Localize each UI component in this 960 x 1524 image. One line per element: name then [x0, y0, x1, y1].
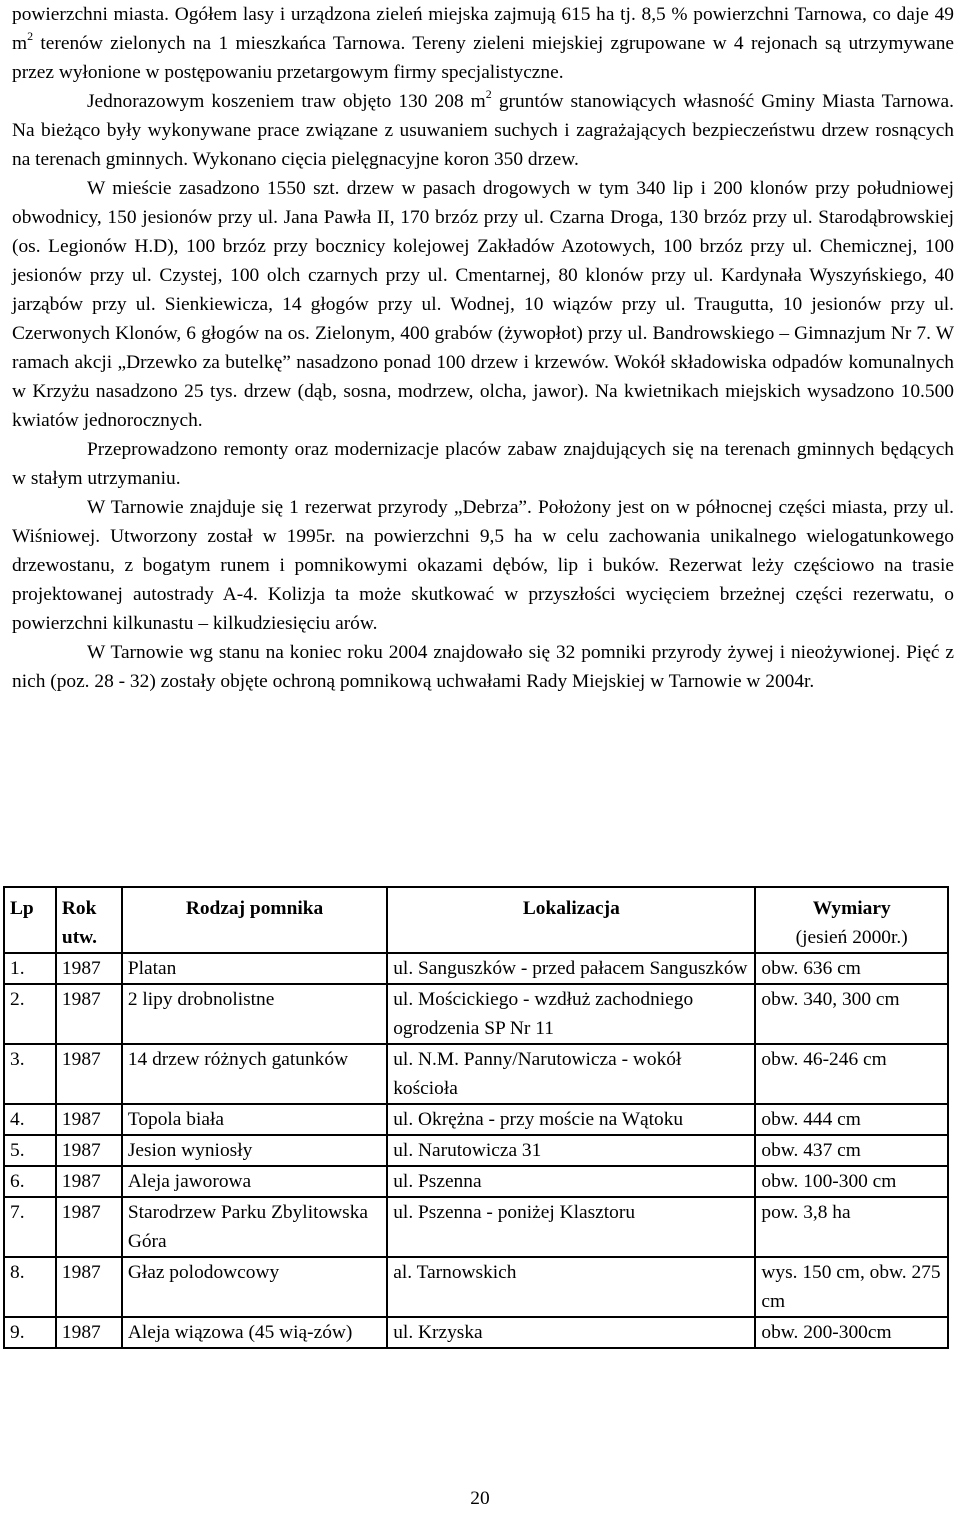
body-text	[12, 0, 954, 696]
cell-rok: 1987	[56, 1317, 122, 1348]
cell-rodzaj: Aleja wiązowa (45 wią-zów)	[122, 1317, 387, 1348]
paragraph-text: terenów zielonych na 1 mieszkańca Tarnowa.	[33, 33, 406, 54]
table-row	[4, 1197, 948, 1257]
header-rok: Rok utw.	[56, 887, 122, 953]
cell-lokalizacja: ul. Pszenna - poniżej Klasztoru	[387, 1197, 755, 1257]
table-row	[4, 984, 948, 1044]
header-wymiary-sub: (jesień 2000r.)	[795, 927, 908, 948]
cell-rodzaj: Jesion wyniosły	[122, 1135, 387, 1166]
paragraph-playgrounds: Przeprowadzono remonty oraz modernizacje placów zabaw znajdujących się na terenach gminnych będących w stałym utrzymaniu.	[12, 439, 954, 489]
cell-lp: 7.	[4, 1197, 56, 1257]
cell-rok: 1987	[56, 1135, 122, 1166]
cell-wymiary: pow. 3,8 ha	[755, 1197, 948, 1257]
table-row	[4, 1044, 948, 1104]
cell-wymiary: obw. 444 cm	[755, 1104, 948, 1135]
paragraph-mowing	[12, 87, 954, 174]
monuments-table	[3, 886, 949, 1349]
cell-lp: 1.	[4, 953, 56, 984]
paragraph-text: powierzchni miasta. Ogółem lasy i urządzona zieleń miejska zajmują 615 ha tj. 8,5 % powierzchni Tarnowa, co daje 49 m	[12, 4, 954, 54]
table-row	[4, 1166, 948, 1197]
cell-lp: 2.	[4, 984, 56, 1044]
cell-lp: 9.	[4, 1317, 56, 1348]
table-row	[4, 1104, 948, 1135]
cell-lokalizacja: ul. Pszenna	[387, 1166, 755, 1197]
cell-rodzaj: 14 drzew różnych gatunków	[122, 1044, 387, 1104]
cell-rok: 1987	[56, 1044, 122, 1104]
table-row	[4, 1135, 948, 1166]
paragraph-monuments: W Tarnowie wg stanu na koniec roku 2004 znajdowało się 32 pomniki przyrody żywej i nieożywionej. Pięć z nich (poz. 28 - 32) zostały objęte ochroną pomnikową uchwałami Rady Miejskiej w Tarnowie w 2004r.	[12, 642, 954, 692]
cell-lp: 4.	[4, 1104, 56, 1135]
cell-rodzaj: Głaz polodowcowy	[122, 1257, 387, 1317]
cell-rodzaj: Platan	[122, 953, 387, 984]
cell-rodzaj: 2 lipy drobnolistne	[122, 984, 387, 1044]
cell-rodzaj: Topola biała	[122, 1104, 387, 1135]
cell-lokalizacja: al. Tarnowskich	[387, 1257, 755, 1317]
table-row	[4, 953, 948, 984]
paragraph-text: Tereny zieleni miejskiej zgrupowane w 4 rejonach są utrzymywane przez wyłonione w postępowaniu przetargowym firmy specjalistyczne.	[12, 33, 955, 83]
cell-lp: 8.	[4, 1257, 56, 1317]
cell-wymiary: obw. 46-246 cm	[755, 1044, 948, 1104]
cell-rok: 1987	[56, 1257, 122, 1317]
table-row	[4, 1257, 948, 1317]
page-number: 20	[470, 1488, 490, 1509]
cell-rok: 1987	[56, 1197, 122, 1257]
cell-lp: 3.	[4, 1044, 56, 1104]
superscript: 2	[485, 86, 492, 101]
header-lp: Lp	[4, 887, 56, 953]
paragraph-reserve: W Tarnowie znajduje się 1 rezerwat przyrody „Debrza”. Położony jest on w północnej części miasta, przy ul. Wiśniowej. Utworzony został w 1995r. na powierzchni 9,5 ha w celu zachowania unikalnego wielogatunkowego drzewostanu, z bogatym runem i pomnikowymi okazami dębów, lip i buków. Rezerwat leży częściowo na trasie projektowanej autostrady A-4. Kolizja ta może skutkować w przyszłości wycięciem brzeżnej części rezerwatu, o powierzchni kilkunastu – kilkudziesięciu arów.	[12, 497, 954, 634]
cell-lp: 6.	[4, 1166, 56, 1197]
cell-wymiary: wys. 150 cm, obw. 275 cm	[755, 1257, 948, 1317]
header-wymiary	[755, 887, 948, 953]
cell-lokalizacja: ul. Krzyska	[387, 1317, 755, 1348]
cell-rodzaj: Aleja jaworowa	[122, 1166, 387, 1197]
table-row	[4, 1317, 948, 1348]
cell-wymiary: obw. 200-300cm	[755, 1317, 948, 1348]
cell-rok: 1987	[56, 984, 122, 1044]
paragraph-green-areas	[12, 0, 954, 87]
paragraph-planting: W mieście zasadzono 1550 szt. drzew w pasach drogowych w tym 340 lip i 200 klonów przy południowej obwodnicy, 150 jesionów przy ul. Jana Pawła II, 170 brzóz przy ul. Czarna Droga, 130 brzóz przy ul. Starodąbrowskiej (os. Legionów H.D), 100 brzóz przy bocznicy kolejowej Zakładów Azotowych, 100 brzóz przy ul. Chemicznej, 100 jesionów przy ul. Czystej, 100 olch czarnych przy ul. Cmentarnej, 80 klonów przy ul. Kardynała Wyszyńskiego, 40 jarząbów przy ul. Sienkiewicza, 14 głogów przy ul. Wodnej, 10 wiązów przy ul. Traugutta, 10 jesionów przy ul. Czerwonych Klonów, 6 głogów na os. Zielonym, 400 grabów (żywopłot) przy ul. Bandrowskiego – Gimnazjum Nr 7. W ramach akcji „Drzewko za butelkę” nasadzono ponad 100 drzew i krzewów. Wokół składowiska odpadów komunalnych w Krzyżu nasadzono 25 tys. drzew (dąb, sosna, modrzew, olcha, jawor). Na kwietnikach miejskich wysadzono 10.500 kwiatów jednorocznych.	[12, 178, 954, 431]
cell-lokalizacja: ul. N.M. Panny/Narutowicza - wokół kościoła	[387, 1044, 755, 1104]
cell-lokalizacja: ul. Mościckiego - wzdłuż zachodniego ogrodzenia SP Nr 11	[387, 984, 755, 1044]
header-lokalizacja: Lokalizacja	[387, 887, 755, 953]
header-wymiary-label: Wymiary	[812, 898, 891, 919]
cell-rodzaj: Starodrzew Parku Zbylitowska Góra	[122, 1197, 387, 1257]
paragraph-text: Jednorazowym koszeniem traw objęto 130 208 m	[87, 91, 486, 112]
cell-wymiary: obw. 636 cm	[755, 953, 948, 984]
cell-wymiary: obw. 437 cm	[755, 1135, 948, 1166]
cell-wymiary: obw. 340, 300 cm	[755, 984, 948, 1044]
paragraph-text: gruntów stanowiących własność Gminy Miasta Tarnowa. Na bieżąco były wykonywane prace związane z usuwaniem suchych i zagrażających bezpieczeństwu drzew rosnących na terenach gminnych. Wykonano cięcia pielęgnacyjne koron 350 drzew.	[12, 91, 954, 170]
cell-rok: 1987	[56, 953, 122, 984]
cell-rok: 1987	[56, 1166, 122, 1197]
header-rodzaj: Rodzaj pomnika	[122, 887, 387, 953]
cell-wymiary: obw. 100-300 cm	[755, 1166, 948, 1197]
cell-rok: 1987	[56, 1104, 122, 1135]
cell-lp: 5.	[4, 1135, 56, 1166]
superscript: 2	[27, 28, 34, 43]
cell-lokalizacja: ul. Narutowicza 31	[387, 1135, 755, 1166]
document-page	[12, 0, 954, 696]
cell-lokalizacja: ul. Okrężna - przy moście na Wątoku	[387, 1104, 755, 1135]
cell-lokalizacja: ul. Sanguszków - przed pałacem Sanguszków	[387, 953, 755, 984]
table-header-row	[4, 887, 948, 953]
